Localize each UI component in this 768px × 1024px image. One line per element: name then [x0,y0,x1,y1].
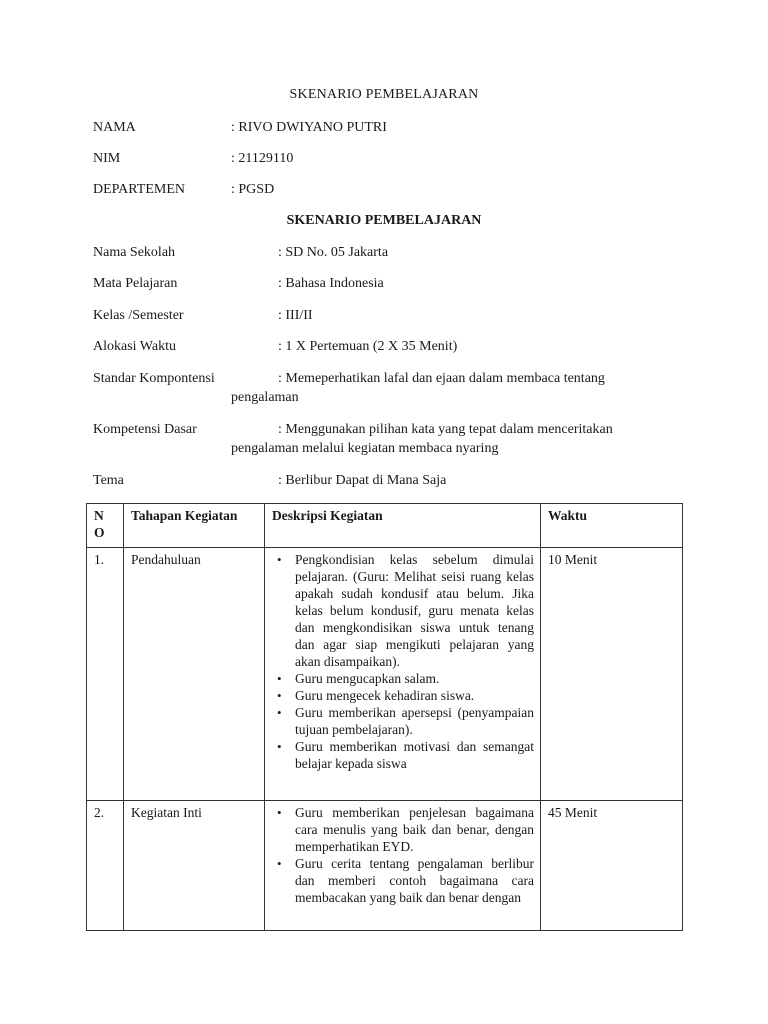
info-value: : 1 X Pertemuan (2 X 35 Menit) [278,339,458,354]
info-value-continuation: pengalaman [231,390,299,405]
list-item-text: Guru memberikan motivasi dan semangat belajar kepada siswa [295,739,534,771]
field-value: : PGSD [231,182,275,197]
bullet-icon: • [277,739,282,754]
description-cell [265,548,541,801]
list-item-text: Guru cerita tentang pengalaman berlibur dan memberi contoh bagaimana cara membacakan yang baik dan benar dengan [295,856,534,905]
bullet-icon: • [277,552,282,567]
field-label: DEPARTEMEN [93,182,185,197]
list-item-text: Guru memberikan apersepsi (penyampaian tujuan pembelajaran). [295,705,534,737]
info-label: Tema [93,473,124,488]
row-number: 1. [87,548,124,801]
info-value: : SD No. 05 Jakarta [278,245,389,260]
field-value: : RIVO DWIYANO PUTRI [231,120,387,135]
info-value-continuation: pengalaman melalui kegiatan membaca nyaring [231,441,499,456]
field-label: NAMA [93,120,136,135]
info-value: : Menggunakan pilihan kata yang tepat dalam menceritakan [278,422,613,437]
list-item [272,551,534,670]
info-value: : Bahasa Indonesia [278,276,384,291]
table-row [87,548,683,801]
info-label: Standar Kompontensi [93,371,215,386]
stage-name: Kegiatan Inti [124,801,265,931]
field-value: : 21129110 [231,151,294,166]
section-title: SKENARIO PEMBELAJARAN [286,213,482,228]
info-label: Kompetensi Dasar [93,422,197,437]
list-item-text: Guru memberikan penjelesan bagaimana cara menulis yang baik dan benar, dengan memperhatikan EYD. [295,805,534,854]
activity-table [86,503,683,931]
stage-name: Pendahuluan [124,548,265,801]
header-no: N O [87,504,124,548]
bullet-icon: • [277,856,282,871]
list-item-text: Pengkondisian kelas sebelum dimulai pelajaran. (Guru: Melihat seisi ruang kelas apakah sudah kondusif atau belum. Jika kelas belum kondusif, guru menata kelas dan mengkondisikan siswa untuk tenang dan agar siap mengikuti pelajaran yang akan disampaikan). [295,552,534,669]
row-number: 2. [87,801,124,931]
info-value: : Memeperhatikan lafal dan ejaan dalam membaca tentang [278,371,605,386]
bullet-icon: • [277,805,282,820]
bullet-icon: • [277,705,282,720]
list-item [272,687,534,704]
list-item-text: Guru mengecek kehadiran siswa. [295,688,475,703]
duration: 45 Menit [541,801,683,931]
info-label: Kelas /Semester [93,308,184,323]
info-label: Nama Sekolah [93,245,176,260]
info-value: : III/II [278,308,313,323]
bullet-icon: • [277,688,282,703]
info-label: Mata Pelajaran [93,276,178,291]
header-tahapan: Tahapan Kegiatan [124,504,265,548]
info-label: Alokasi Waktu [93,339,176,354]
table-row [87,801,683,931]
list-item [272,738,534,772]
activity-list [272,804,534,906]
description-cell [265,801,541,931]
document-title: SKENARIO PEMBELAJARAN [289,87,479,102]
list-item [272,855,534,906]
duration: 10 Menit [541,548,683,801]
header-waktu: Waktu [541,504,683,548]
list-item-text: Guru mengucapkan salam. [295,671,440,686]
list-item [272,704,534,738]
activity-list [272,551,534,772]
list-item [272,670,534,687]
info-value: : Berlibur Dapat di Mana Saja [278,473,447,488]
list-item [272,804,534,855]
field-label: NIM [93,151,121,166]
bullet-icon: • [277,671,282,686]
header-deskripsi: Deskripsi Kegiatan [265,504,541,548]
